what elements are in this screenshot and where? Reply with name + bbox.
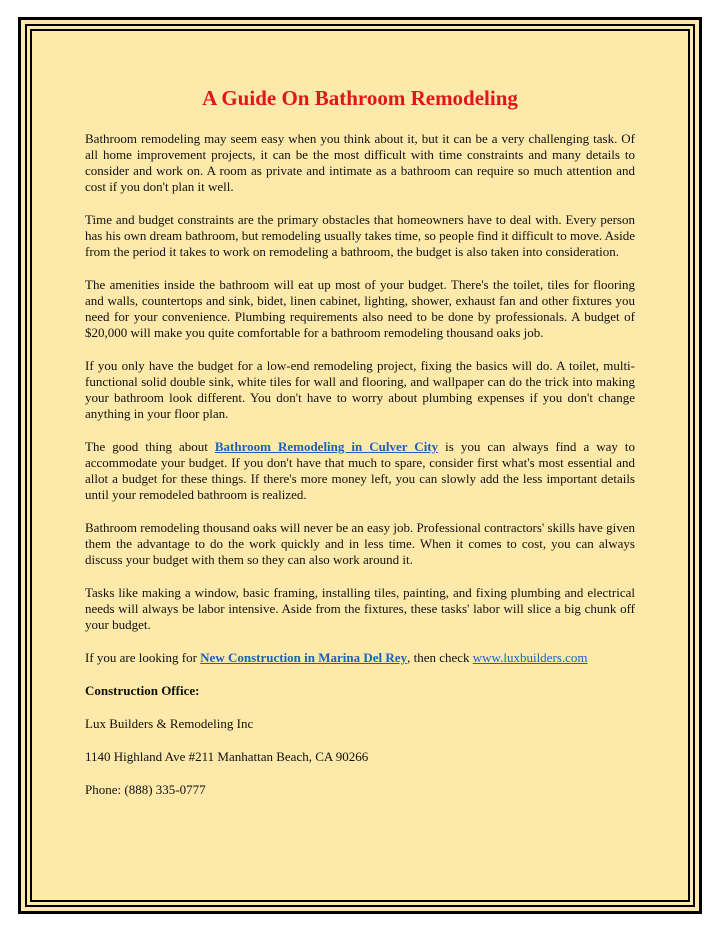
office-address: 1140 Highland Ave #211 Manhattan Beach, CA 90266 [85, 749, 369, 764]
culver-text-before: The good thing about [85, 439, 215, 454]
office-heading: Construction Office: [85, 683, 200, 698]
luxbuilders-website-link[interactable]: www.luxbuilders.com [472, 650, 588, 665]
marina-del-rey-link[interactable]: New Construction in Marina Del Rey [200, 650, 408, 665]
marina-text-middle: , then check [407, 650, 473, 665]
document-page [18, 17, 702, 914]
office-company: Lux Builders & Remodeling Inc [85, 716, 254, 731]
culver-city-link[interactable]: Bathroom Remodeling in Culver City [214, 439, 439, 454]
paragraph-intro: Bathroom remodeling may seem easy when you think about it, but it can be a very challenging task. Of all home improvement projects, it can be the most difficult with time constraints and many details to consider and work on. A room as private and intimate as a bathroom can require so much attention and cost if you don't plan it well. [85, 131, 635, 194]
document-title: A Guide On Bathroom Remodeling [202, 86, 518, 110]
paragraph-contractors: Bathroom remodeling thousand oaks will never be an easy job. Professional contractors' skills have given them the advantage to do the work quickly and in less time. When it comes to cost, you can always discuss your budget with them so they can also work around it. [85, 520, 635, 567]
paragraph-low-end: If you only have the budget for a low-end remodeling project, fixing the basics will do. A toilet, multi-functional solid double sink, white tiles for wall and flooring, and wallpaper can do the trick into making your bathroom look different. You don't have to worry about plumbing expenses if you don't change anything in your floor plan. [85, 358, 635, 421]
paragraph-constraints: Time and budget constraints are the primary obstacles that homeowners have to deal with. Every person has his own dream bathroom, but remodeling usually takes time, so people find it difficult to move. Aside from the period it takes to work on remodeling a bathroom, the budget is also taken into consideration. [85, 212, 635, 259]
paragraph-marina-del-rey [85, 650, 635, 666]
culver-text-after: is you can always find a way to accommodate your budget. If you don't have that much to spare, consider first what's most essential and allot a budget for these things. If there's more money left, you can slowly add the less important details until your remodeled bathroom is realized. [85, 439, 635, 502]
marina-text-before: If you are looking for [85, 650, 201, 665]
paragraph-amenities: The amenities inside the bathroom will eat up most of your budget. There's the toilet, tiles for flooring and walls, countertops and sink, bidet, linen cabinet, lighting, shower, exhaust fan and other fixtures you need for your convenience. Plumbing requirements also need to be done by professionals. A budget of $20,000 will make you quite comfortable for a bathroom remodeling thousand oaks job. [85, 277, 635, 340]
paragraph-labor: Tasks like making a window, basic framing, installing tiles, painting, and fixing plumbing and electrical needs will always be labor intensive. Aside from the fixtures, these tasks' labor will slice a big chunk off your budget. [85, 585, 635, 632]
document-content [85, 84, 635, 815]
paragraph-culver-city [85, 439, 635, 503]
office-phone: Phone: (888) 335-0777 [85, 782, 206, 797]
